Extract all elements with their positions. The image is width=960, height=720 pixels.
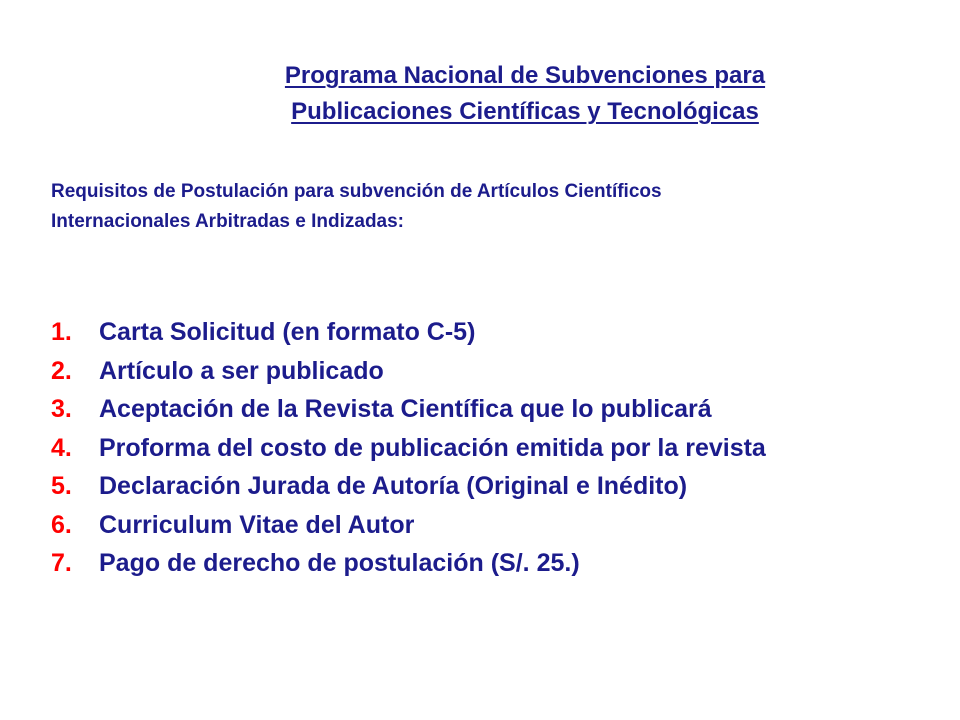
intro-heading xyxy=(51,177,931,237)
requirement-number: 5. xyxy=(51,472,72,500)
page-title xyxy=(0,58,960,130)
requirements-list xyxy=(51,313,766,583)
requirement-text: Declaración Jurada de Autoría (Original e Inédito) xyxy=(99,472,688,500)
requirement-text: Proforma del costo de publicación emitida por la revista xyxy=(99,433,766,462)
intro-heading-line-1: Requisitos de Postulación para subvención de Artículos Científicos xyxy=(51,181,662,202)
requirement-number: 2. xyxy=(51,356,72,385)
requirement-number: 7. xyxy=(51,549,72,577)
page-title-line-2: Publicaciones Científicas y Tecnológicas xyxy=(291,98,759,125)
requirement-item xyxy=(51,352,766,391)
requirement-number: 3. xyxy=(51,395,72,423)
requirement-text: Carta Solicitud (en formato C-5) xyxy=(99,318,476,346)
requirement-item xyxy=(51,390,766,429)
requirement-text: Aceptación de la Revista Científica que lo publicará xyxy=(99,395,712,423)
intro-heading-line-2: Internacionales Arbitradas e Indizadas: xyxy=(51,211,405,232)
requirement-item xyxy=(51,313,766,352)
page-title-line-1: Programa Nacional de Subvenciones para xyxy=(284,62,766,89)
requirement-text: Pago de derecho de postulación (S/. 25.) xyxy=(99,549,580,577)
requirement-text: Artículo a ser publicado xyxy=(99,356,384,385)
requirement-text: Curriculum Vitae del Autor xyxy=(99,510,415,539)
requirement-number: 6. xyxy=(51,510,72,539)
requirement-item xyxy=(51,506,766,545)
requirement-item xyxy=(51,544,766,583)
requirement-item xyxy=(51,467,766,506)
requirement-number: 4. xyxy=(51,433,72,462)
requirement-number: 1. xyxy=(51,318,72,346)
requirement-item xyxy=(51,429,766,468)
